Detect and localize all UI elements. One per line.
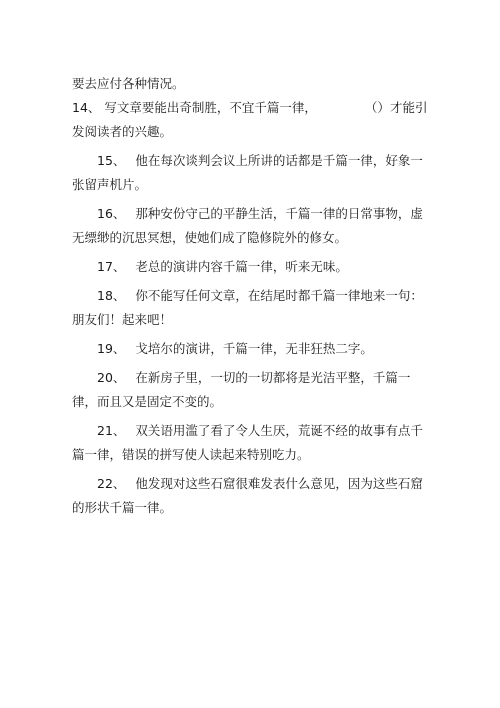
item-text: 他在每次谈判会议上所讲的话都是千篇一律，好象一张留声机片。 — [72, 153, 423, 192]
sentence-item-19 — [72, 337, 432, 361]
item-number: 18、 — [97, 288, 126, 303]
item-text: 他发现对这些石窟很难发表什么意见，因为这些石窟的形状千篇一律。 — [72, 476, 423, 515]
paragraph-text: 要去应付各种情况。 — [72, 76, 185, 91]
item-number: 22、 — [97, 476, 126, 491]
item-number: 20、 — [97, 370, 126, 385]
sentence-item-18 — [72, 284, 432, 332]
item-number: 15、 — [97, 153, 126, 168]
item-number: 19、 — [97, 341, 126, 356]
item-number: 17、 — [97, 259, 126, 274]
item-number: 16、 — [97, 206, 126, 221]
item-text: 双关语用滥了看了令人生厌，荒诞不经的故事有点千篇一律，错误的拼写使人读起来特别吃力。 — [72, 423, 423, 462]
item-number: 21、 — [97, 423, 126, 438]
item-text-after-blank: 才能引发阅读者的兴趣。 — [72, 100, 428, 139]
sentence-item-21 — [72, 419, 432, 467]
sentence-item-14 — [72, 96, 432, 144]
item-text: 戈培尔的演讲，千篇一律，无非狂热二字。 — [135, 341, 373, 356]
item-text: 你不能写任何文章，在结尾时都千篇一律地来一句：朋友们！起来吧！ — [72, 288, 423, 327]
sentence-item-15 — [72, 149, 432, 197]
paragraph-continuation — [72, 72, 432, 96]
item-text: 那种安份守己的平静生活，千篇一律的日常事物，虚无缥缈的沉思冥想，使她们成了隐修院外的修女。 — [72, 206, 423, 245]
blank-brackets: （） — [364, 100, 390, 115]
item-text-before-blank: 写文章要能出奇制胜，不宜千篇一律， — [104, 100, 317, 115]
item-text: 在新房子里，一切的一切都将是光洁平整，千篇一律，而且又是固定不变的。 — [72, 370, 411, 409]
sentence-item-16 — [72, 202, 432, 250]
item-text: 老总的演讲内容千篇一律，听来无味。 — [135, 259, 348, 274]
document-body — [72, 72, 432, 520]
sentence-item-20 — [72, 366, 432, 414]
item-number: 14、 — [72, 100, 101, 115]
sentence-item-22 — [72, 472, 432, 520]
sentence-item-17 — [72, 255, 432, 279]
